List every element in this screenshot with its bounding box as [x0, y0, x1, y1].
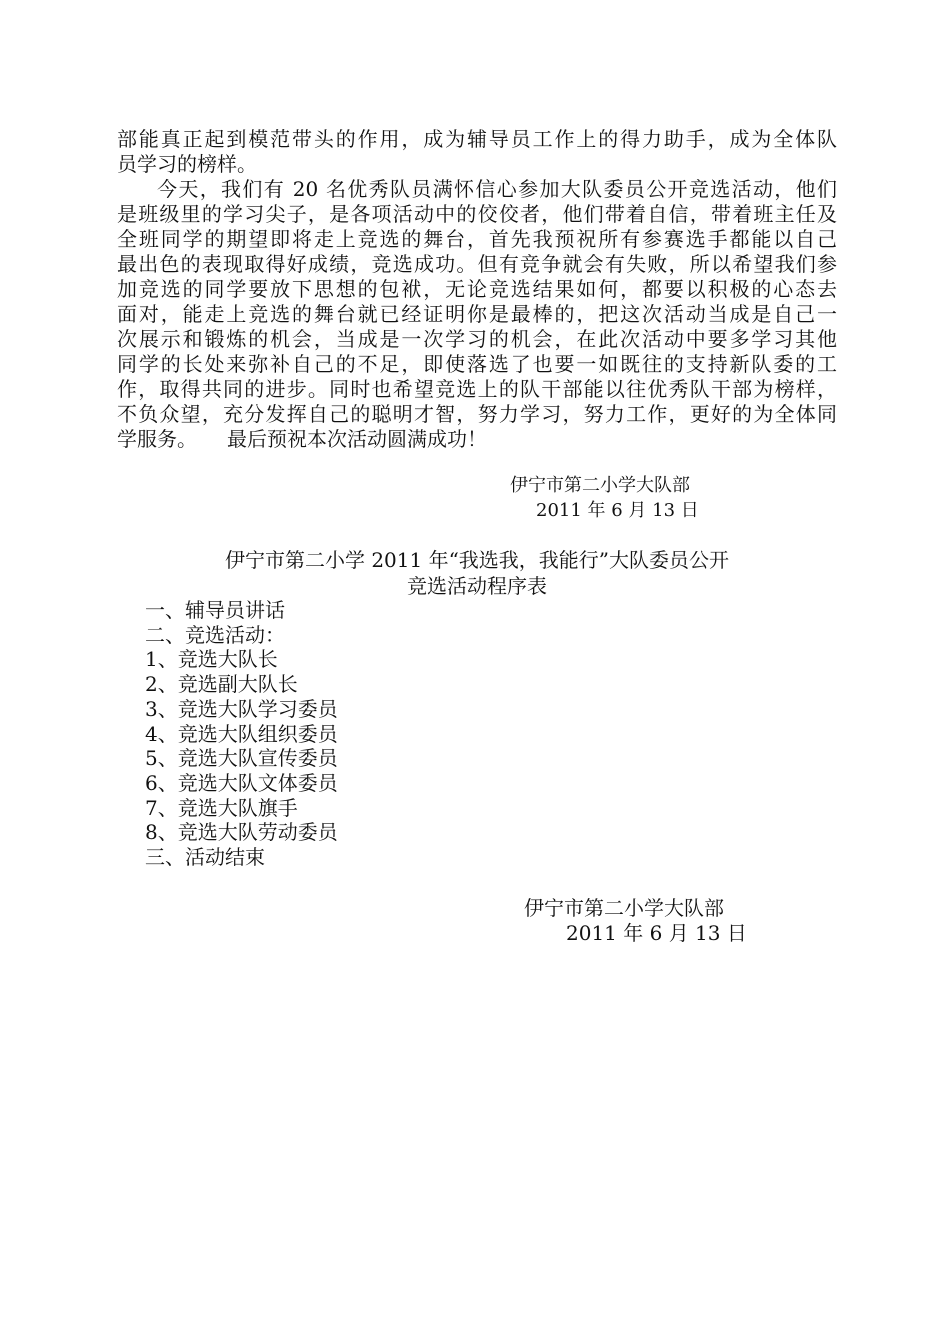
- paragraph-line: 全班同学的期望即将走上竞选的舞台，首先我预祝所有参赛选手都能以自己: [117, 227, 837, 251]
- paragraph-line: 今天，我们有 20 名优秀队员满怀信心参加大队委员公开竞选活动，他们: [157, 177, 837, 201]
- speech-paragraph: [117, 177, 837, 452]
- program-title: 伊宁市第二小学 2011 年“我选我，我能行”大队委员公开: [224, 548, 730, 572]
- program-item: 二、竞选活动：: [145, 622, 285, 647]
- paragraph-line: 是班级里的学习尖子，是各项活动中的佼佼者，他们带着自信，带着班主任及: [117, 202, 837, 226]
- paragraph-line: 不负众望，充分发挥自己的聪明才智，努力学习，努力工作，更好的为全体同: [117, 402, 837, 426]
- signature-organization: 伊宁市第二小学大队部: [524, 896, 724, 920]
- program-item: 1、竞选大队长: [145, 647, 278, 672]
- program-item: 4、竞选大队组织委员: [145, 721, 338, 746]
- program-item: 3、竞选大队学习委员: [145, 696, 338, 721]
- program-item: 三、活动结束: [145, 845, 265, 870]
- program-item: 7、竞选大队旗手: [145, 795, 298, 820]
- program-item: 一、辅导员讲话: [145, 598, 285, 622]
- paragraph-line: 部能真正起到模范带头的作用，成为辅导员工作上的得力助手，成为全体队: [117, 127, 837, 151]
- program-item: 5、竞选大队宣传委员: [145, 746, 338, 771]
- paragraph-line: 次展示和锻炼的机会，当成是一次学习的机会，在此次活动中要多学习其他: [117, 327, 837, 351]
- signature-organization: 伊宁市第二小学大队部: [510, 475, 690, 496]
- paragraph-line: 面对，能走上竞选的舞台就已经证明你是最棒的，把这次活动当成是自己一: [117, 302, 837, 326]
- program-item: 2、竞选副大队长: [145, 672, 298, 697]
- paragraph-line: 学服务。 最后预祝本次活动圆满成功！: [117, 427, 487, 451]
- program-item: 8、竞选大队劳动委员: [145, 820, 338, 845]
- program-item: 6、竞选大队文体委员: [145, 770, 338, 795]
- paragraph-line: 最出色的表现取得好成绩，竞选成功。但有竞争就会有失败，所以希望我们参: [117, 252, 837, 276]
- paragraph-line: 员学习的榜样。: [117, 152, 257, 176]
- paragraph-line: 加竞选的同学要放下思想的包袱，无论竞选结果如何，都要以积极的心态去: [117, 277, 837, 301]
- program-list: [145, 598, 338, 870]
- signature-date: 2011 年 6 月 13 日: [536, 500, 699, 521]
- intro-paragraph-continued: [117, 127, 837, 177]
- paragraph-line: 作，取得共同的进步。同时也希望竞选上的队干部能以往优秀队干部为榜样，: [117, 377, 837, 401]
- signature-date: 2011 年 6 月 13 日: [566, 921, 747, 945]
- program-subtitle: [117, 573, 837, 599]
- paragraph-line: 同学的长处来弥补自己的不足，即使落选了也要一如既往的支持新队委的工: [117, 352, 837, 376]
- program-subtitle-text: 竞选活动程序表: [407, 574, 547, 598]
